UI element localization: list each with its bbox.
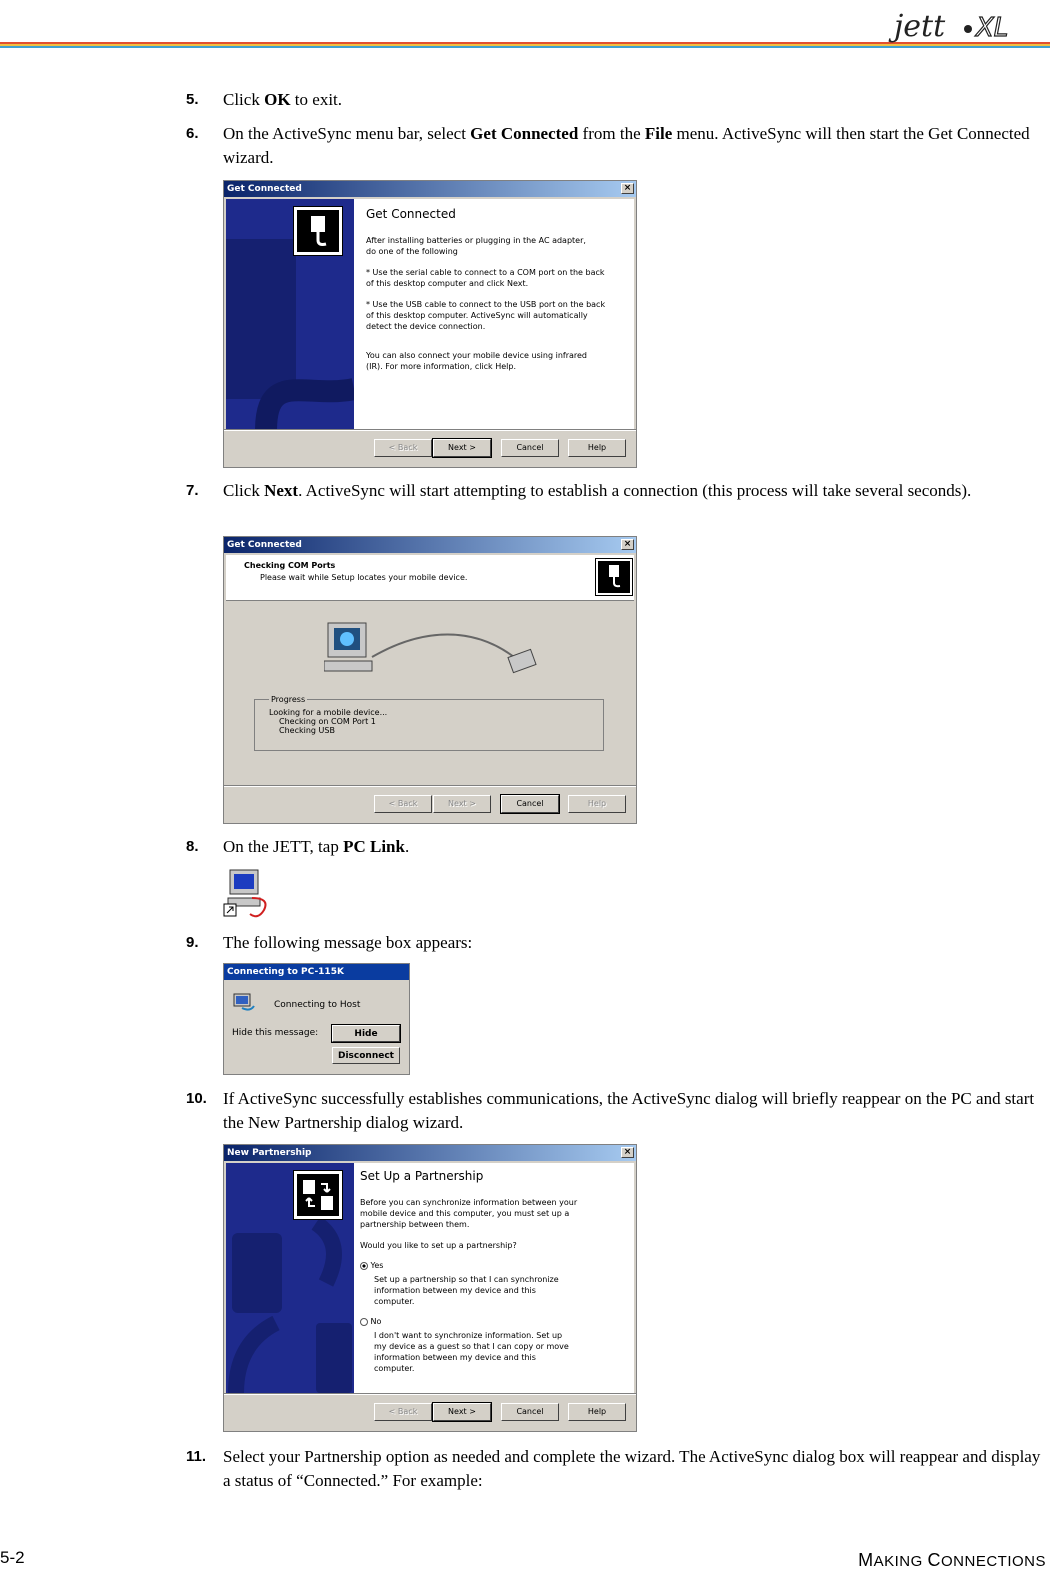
close-icon[interactable]: × (621, 183, 634, 194)
help-button[interactable]: Help (568, 439, 626, 457)
wizard-header (226, 555, 634, 601)
disconnect-button[interactable]: Disconnect (332, 1047, 400, 1064)
step-8: 8. On the JETT, tap PC Link. (186, 835, 1046, 859)
next-button[interactable]: Next > (433, 439, 491, 457)
dialog-titlebar: New Partnership × (224, 1145, 636, 1161)
wizard-heading: Checking COM Ports (244, 561, 336, 570)
wizard-subheading: Please wait while Setup locates your mobile device. (260, 573, 468, 582)
checking-com-dialog (223, 536, 637, 824)
pc-link-icon[interactable] (222, 868, 272, 920)
back-button[interactable]: < Back (374, 439, 432, 457)
connecting-message-box (223, 963, 410, 1075)
step-number: 5. (186, 91, 199, 108)
progress-line: Checking USB (279, 726, 335, 735)
wizard-sidebar (226, 1163, 354, 1393)
wizard-heading: Get Connected (366, 207, 456, 221)
back-button[interactable]: < Back (374, 795, 432, 813)
next-button[interactable]: Next > (433, 1403, 491, 1421)
dialog-titlebar: Connecting to PC-115K (224, 964, 409, 980)
wizard-sidebar (226, 199, 354, 429)
cancel-button[interactable]: Cancel (501, 439, 559, 457)
yes-radio-icon[interactable] (360, 1262, 368, 1270)
step-number: 7. (186, 482, 199, 499)
computer-to-device-icon (324, 617, 544, 687)
step-number: 6. (186, 125, 199, 142)
svg-text:XL: XL (976, 13, 1009, 43)
serial-text: * Use the serial cable to connect to a COM port on the back of this desktop computer and click Next. (366, 268, 605, 288)
step-7: 7. Click Next. ActiveSync will start attempting to establish a connection (this process will take several seconds). (186, 479, 1046, 503)
step-11: 11. Select your Partnership option as needed and complete the wizard. The ActiveSync dialog box will reappear and display a status of “Connected.” For example: (186, 1447, 1041, 1490)
wizard-heading: Set Up a Partnership (360, 1169, 484, 1183)
step-number: 10. (186, 1090, 207, 1107)
help-button[interactable]: Help (568, 795, 626, 813)
jett-logo (874, 4, 1044, 44)
wizard-content (354, 199, 634, 429)
page-number: 5-2 (0, 1548, 25, 1567)
progress-line: Checking on COM Port 1 (279, 717, 376, 726)
close-icon[interactable]: × (621, 539, 634, 550)
usb-text: * Use the USB cable to connect to the USB port on the back of this desktop computer. ActiveSync will automatically detect the device connection. (366, 300, 606, 331)
step-9: 9. The following message box appears: (186, 931, 1046, 955)
no-description: I don't want to synchronize information. Set up my device as a guest so that I can copy or move information between my device and this computer. (374, 1331, 569, 1373)
close-icon[interactable]: × (621, 1147, 634, 1158)
next-button[interactable]: Next > (433, 795, 491, 813)
intro-text: Before you can synchronize information between your mobile device and this computer, you must set up a partnership between them. (360, 1198, 578, 1229)
no-option[interactable] (360, 1317, 628, 1326)
hide-button[interactable]: Hide (332, 1025, 400, 1042)
back-button[interactable]: < Back (374, 1403, 432, 1421)
step-number: 11. (186, 1448, 207, 1465)
question-text: Would you like to set up a partnership? (360, 1241, 517, 1250)
no-radio-icon[interactable] (360, 1318, 368, 1326)
get-connected-dialog (223, 180, 637, 468)
hide-label: Hide this message: (232, 1028, 319, 1038)
progress-line: Looking for a mobile device... (269, 708, 388, 717)
progress-group (254, 695, 604, 751)
step-10: 10. If ActiveSync successfully establishes communications, the ActiveSync dialog will briefly reappear on the PC and start the New Partnership dialog wizard. (186, 1089, 1035, 1132)
dialog-titlebar: Get Connected × (224, 181, 636, 197)
device-icon (596, 559, 632, 595)
new-partnership-dialog (223, 1144, 637, 1432)
progress-label: Progress (271, 695, 306, 704)
no-label: No (370, 1317, 382, 1326)
dialog-titlebar: Get Connected × (224, 537, 636, 553)
wizard-content (354, 1163, 634, 1393)
status-text: Connecting to Host (274, 1000, 361, 1010)
step-6: 6. On the ActiveSync menu bar, select Get Connected from the File menu. ActiveSync will then start the Get Connected wizard. (186, 124, 1030, 167)
step-5: 5. Click OK to exit. (186, 88, 1046, 112)
connection-icon (232, 992, 256, 1012)
infrared-text: You can also connect your mobile device using infrared (IR). For more information, click Help. (366, 351, 588, 371)
instruction-text: After installing batteries or plugging in the AC adapter, do one of the following (366, 236, 586, 256)
cancel-button[interactable]: Cancel (501, 795, 559, 813)
yes-label: Yes (370, 1261, 384, 1270)
cancel-button[interactable]: Cancel (501, 1403, 559, 1421)
step-number: 9. (186, 934, 199, 951)
svg-text:jett: jett (894, 9, 946, 44)
help-button[interactable]: Help (568, 1403, 626, 1421)
device-icon (294, 207, 342, 255)
step-number: 8. (186, 838, 199, 855)
sync-icon (294, 1171, 342, 1219)
yes-description: Set up a partnership so that I can synchronize information between my device and this computer. (374, 1275, 559, 1306)
section-title: MAKING CONNECTIONS (858, 1550, 1046, 1570)
yes-option[interactable] (360, 1261, 628, 1270)
